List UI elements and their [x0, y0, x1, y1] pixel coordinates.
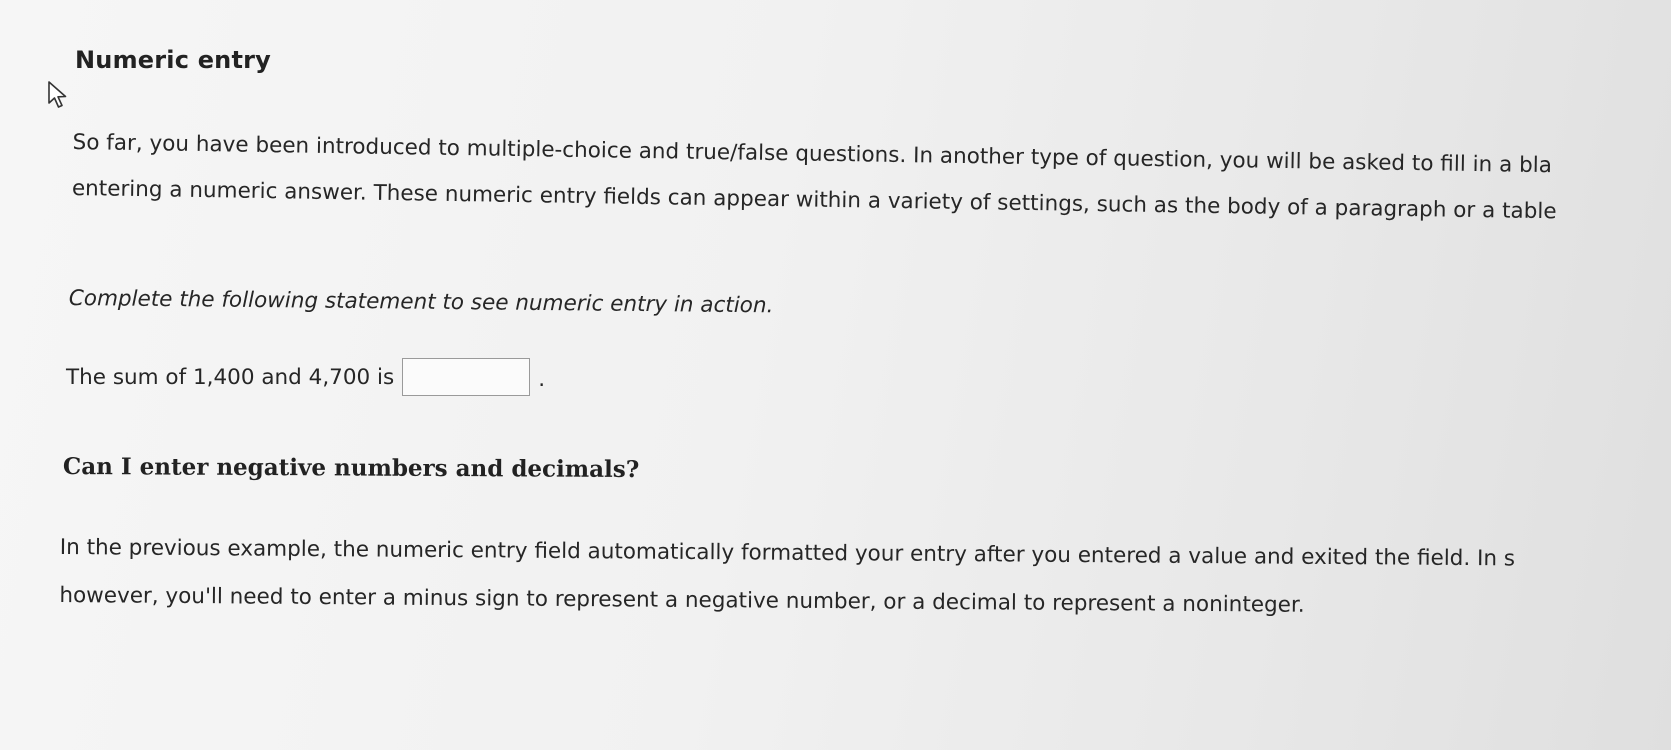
statement-period: .	[538, 366, 546, 392]
intro-paragraph	[72, 120, 1671, 239]
numeric-entry-input[interactable]	[402, 358, 530, 396]
intro-line: So far, you have been introduced to multiple-choice and true/false questions. In another type of question, you will be asked to fill in a bla	[72, 129, 1553, 179]
subsection-paragraph	[59, 524, 1671, 633]
statement-text: The sum of 1,400 and 4,700 is	[66, 364, 395, 390]
instruction-prompt: Complete the following statement to see numeric entry in action.	[68, 286, 774, 319]
body-line: however, you'll need to enter a minus sign to represent a negative number, or a decimal to represent a noninteger.	[59, 582, 1305, 618]
intro-line: entering a numeric answer. These numeric entry fields can appear within a variety of settings, such as the body of a paragraph or a table	[71, 175, 1557, 225]
numeric-entry-statement	[66, 358, 545, 396]
section-title: Numeric entry	[75, 46, 272, 74]
subsection-title: Can I enter negative numbers and decimals?	[62, 453, 640, 484]
mouse-pointer-icon	[46, 80, 70, 110]
body-line: In the previous example, the numeric entry field automatically formatted your entry after you entered a value and exited the field. In s	[59, 534, 1516, 572]
